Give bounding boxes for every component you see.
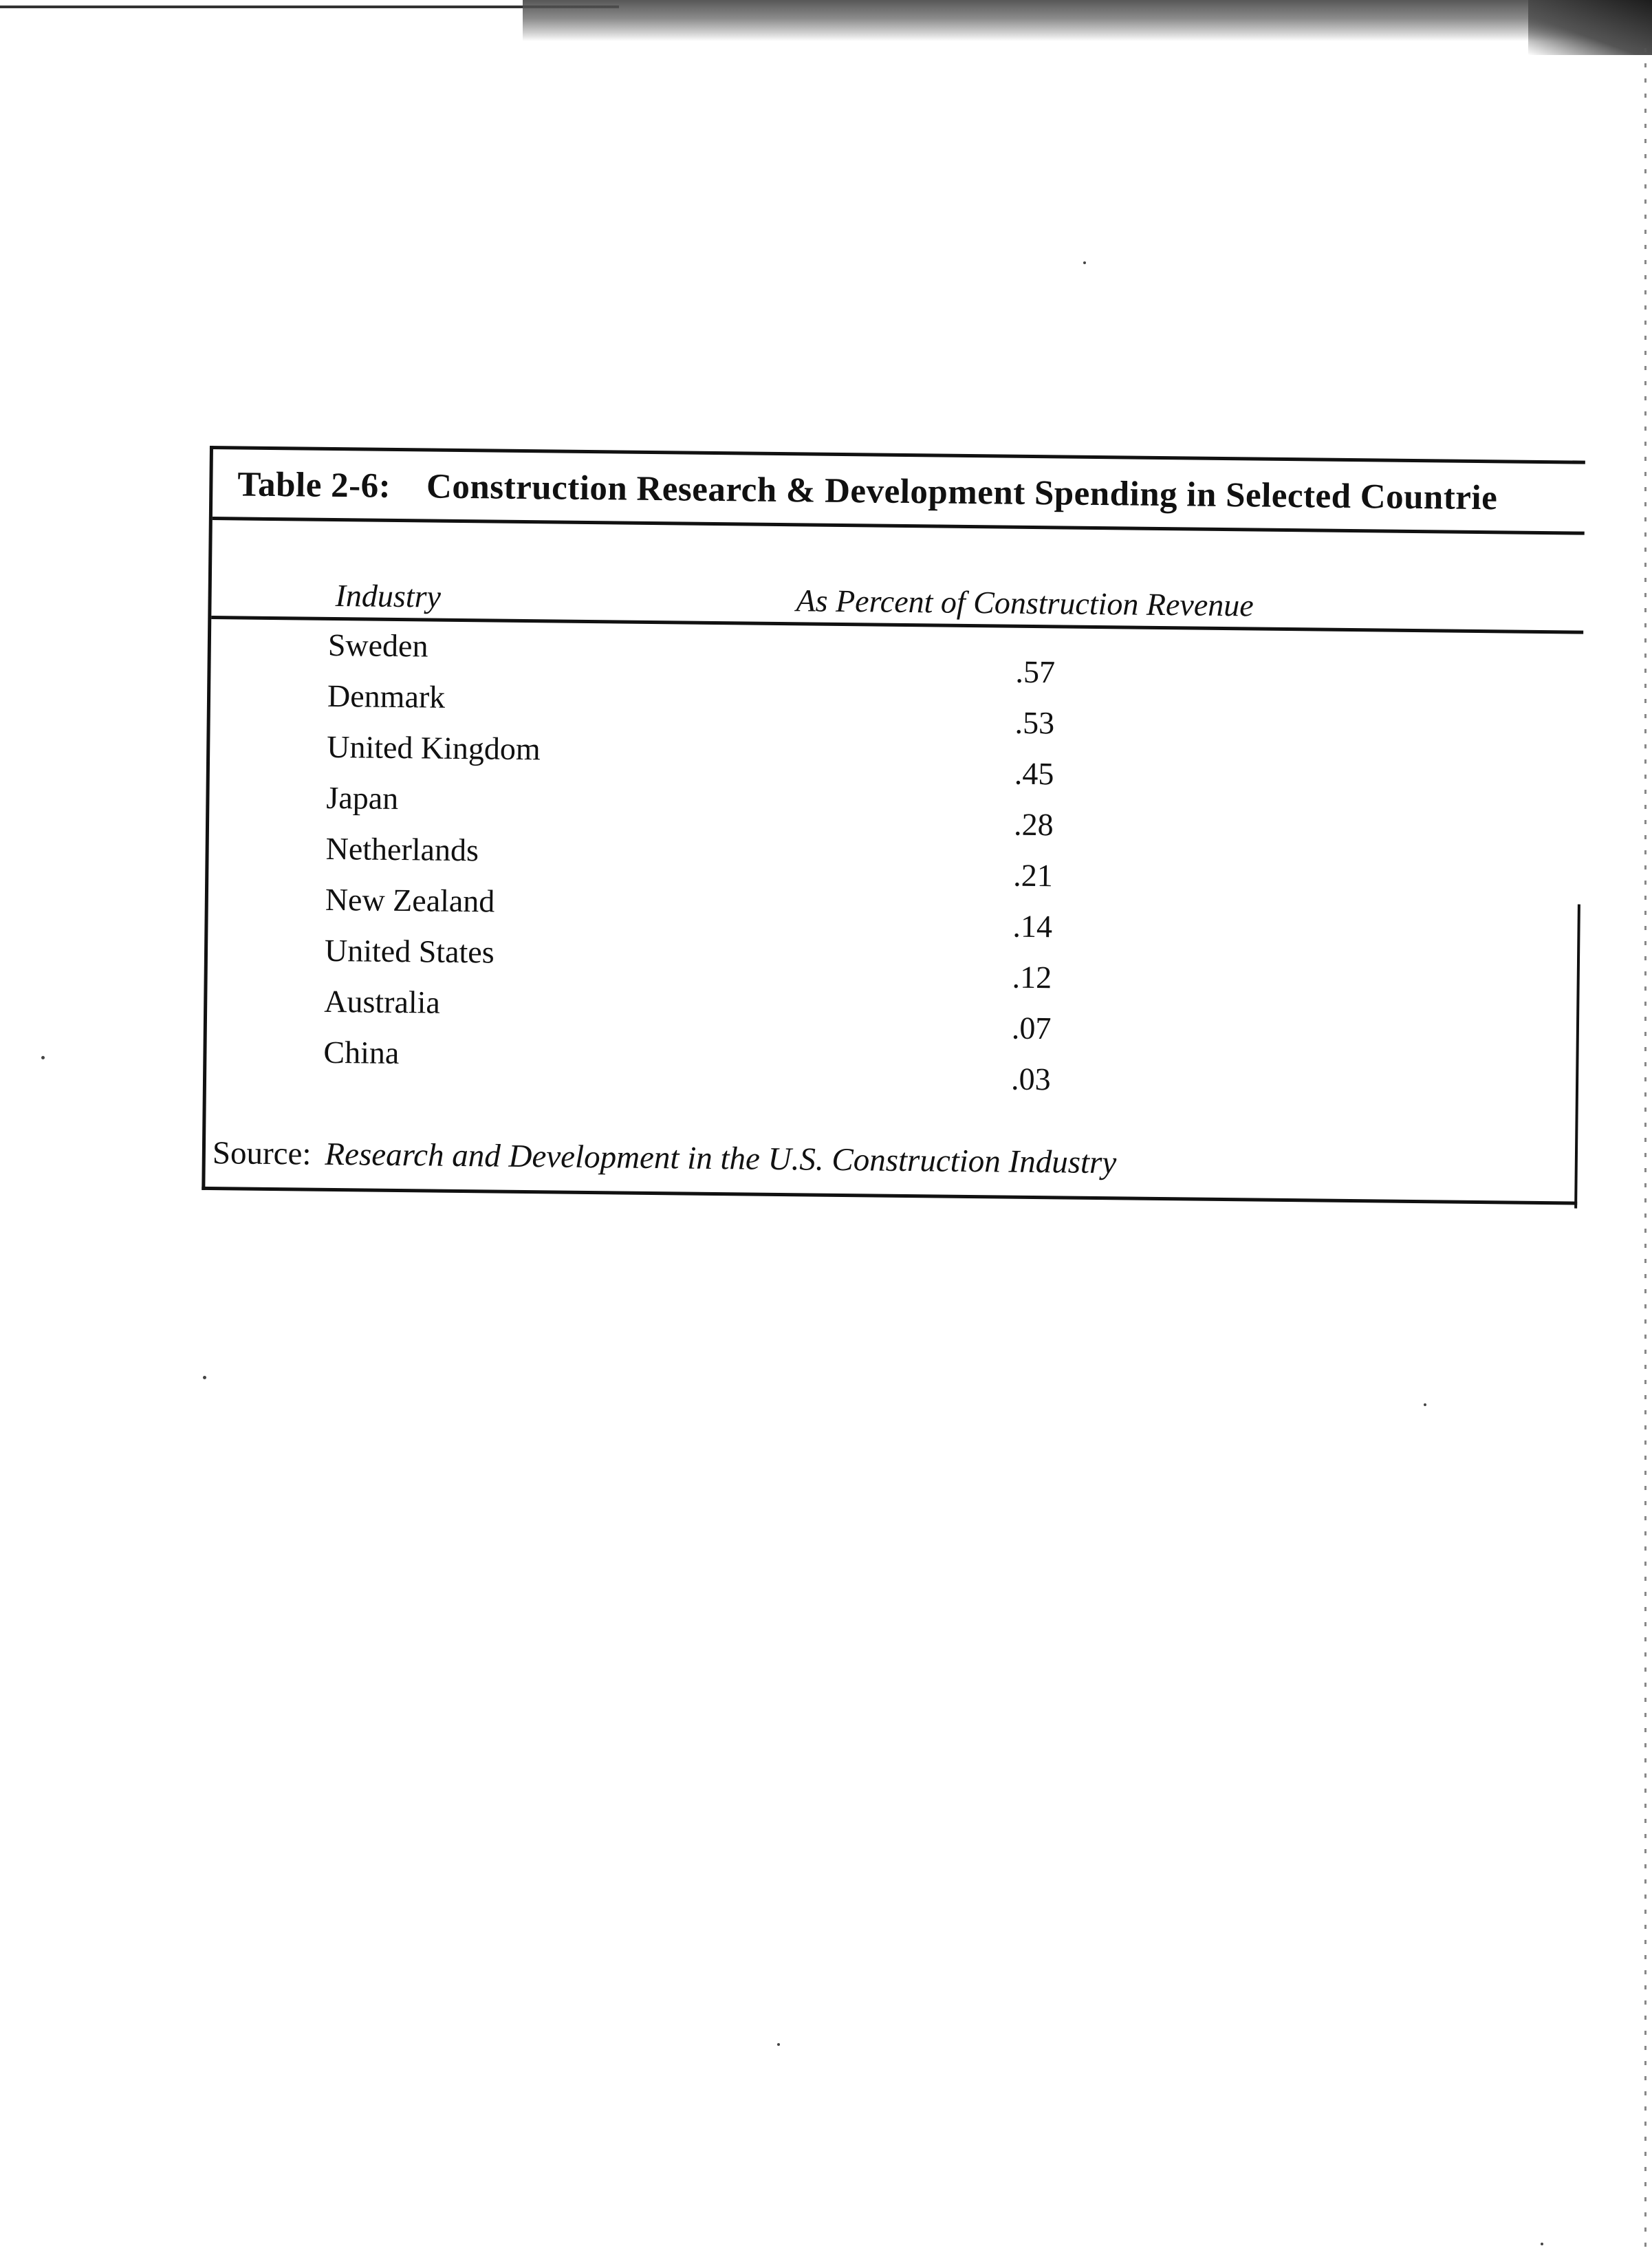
country-cell: Japan [326,779,399,816]
country-cell: China [323,1034,400,1071]
scan-artifact-band [523,0,1652,41]
value-cell: .21 [1013,857,1054,894]
value-cell: .07 [1011,1010,1052,1046]
value-cell: .45 [1014,755,1054,792]
country-cell: New Zealand [325,881,495,919]
scan-artifact-edge [1644,48,1646,2249]
title-rule [213,517,1585,535]
country-cell: United States [324,932,494,970]
scan-speck [41,1056,45,1059]
value-cell: .14 [1012,908,1053,945]
value-cell: .53 [1014,704,1055,741]
table-title [237,464,1498,518]
column-header-percent: As Percent of Construction Revenue [796,583,1254,623]
country-cell: Denmark [327,678,446,715]
country-cell: United Kingdom [327,729,541,767]
data-table [202,446,1585,1205]
value-cell: .28 [1013,806,1054,843]
value-cell: .03 [1010,1061,1051,1097]
scan-speck [1083,261,1086,264]
table-source [213,1134,1117,1181]
country-cell: Australia [323,983,441,1020]
scan-speck [777,2043,780,2046]
country-cell: Netherlands [325,830,479,868]
table-title-text: Construction Research & Development Spending in Selected Countrie [426,467,1498,518]
scan-speck [1541,2243,1543,2245]
source-text: Research and Development in the U.S. Construction Industry [325,1136,1117,1181]
value-cell: .57 [1015,654,1056,690]
table-number: Table 2-6: [237,465,391,506]
table-body [206,625,1583,1099]
scan-speck [1424,1403,1426,1406]
scan-artifact-corner [1528,0,1652,55]
column-header-industry: Industry [335,577,442,614]
value-cell: .12 [1012,959,1052,995]
scan-speck [203,1376,206,1379]
country-cell: Sweden [327,627,428,664]
source-label: Source: [212,1135,312,1172]
